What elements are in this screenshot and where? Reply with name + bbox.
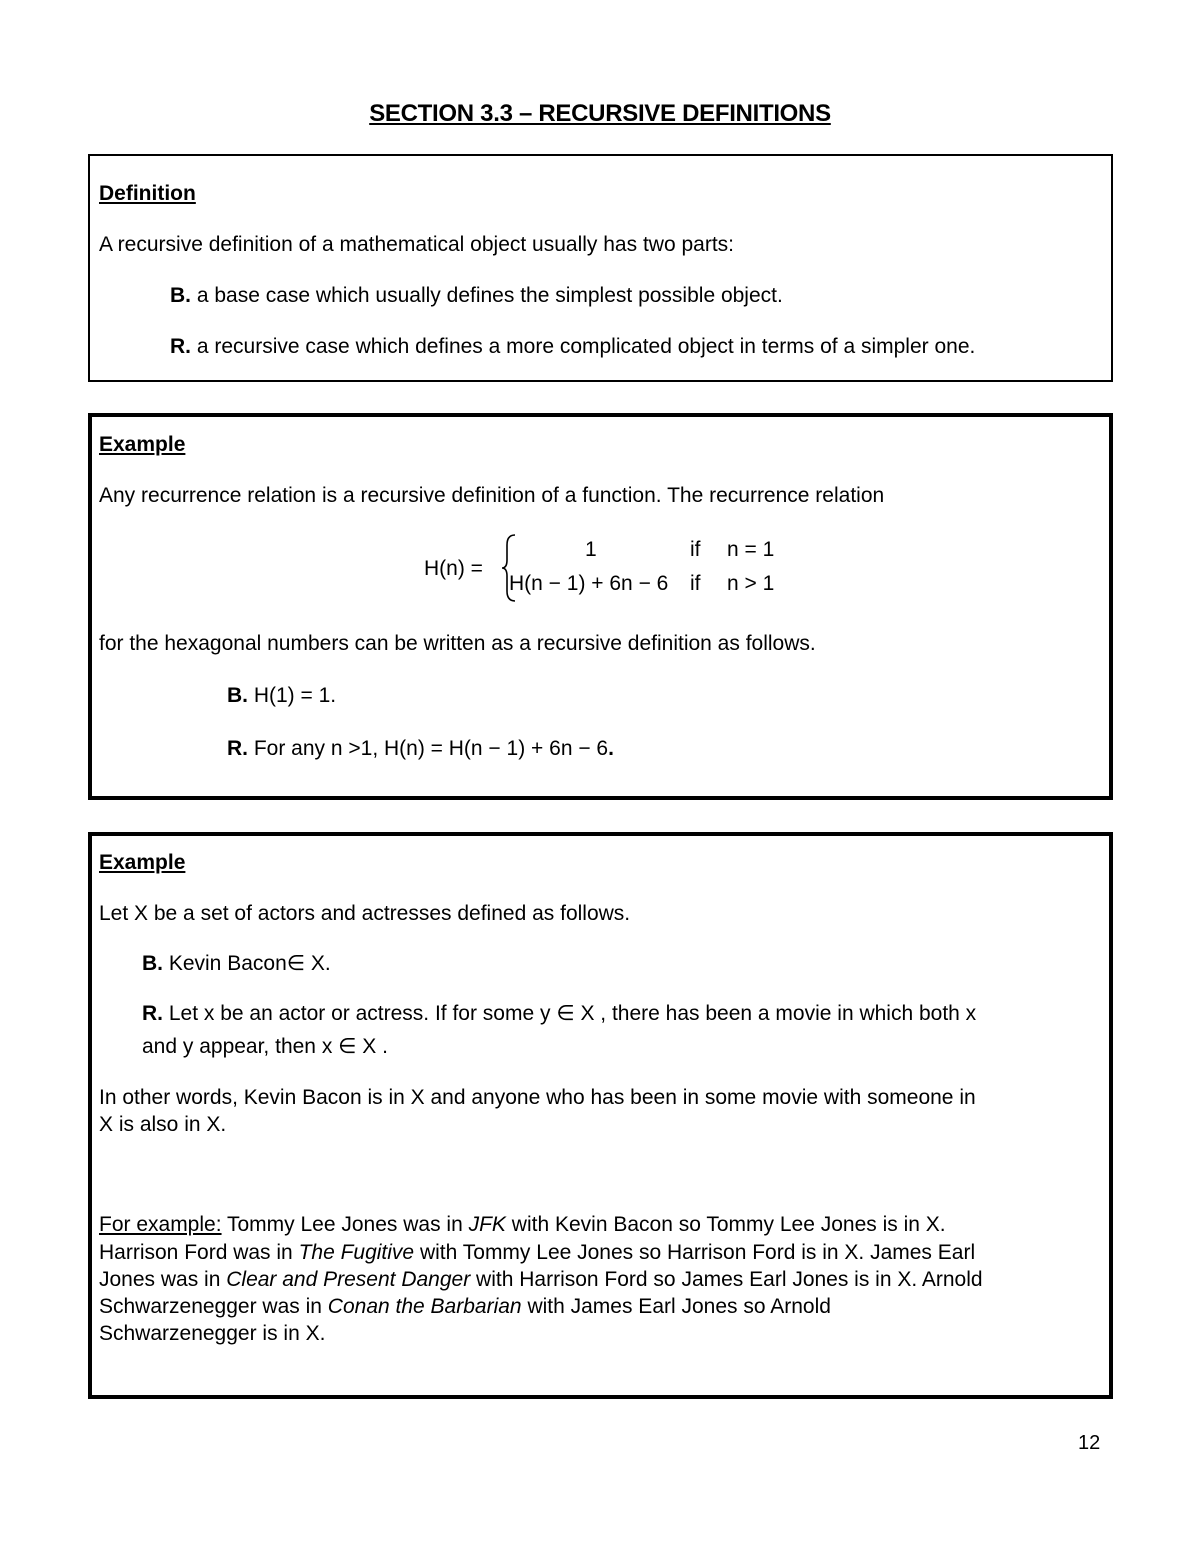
movie-title: Conan the Barbarian bbox=[327, 1295, 522, 1318]
text: with Harrison Ford so James Earl Jones is in X. Arnold bbox=[470, 1268, 983, 1291]
text: Harrison Ford was in bbox=[99, 1241, 299, 1264]
example1-heading: Example bbox=[99, 433, 186, 456]
page-title: SECTION 3.3 – RECURSIVE DEFINITIONS bbox=[369, 100, 831, 127]
example2-summary-line1: In other words, Kevin Bacon is in X and anyone who has been in some movie with someone in bbox=[99, 1086, 976, 1109]
example1-recursive bbox=[227, 735, 614, 762]
text: Jones was in bbox=[99, 1268, 227, 1291]
text: with James Earl Jones so Arnold bbox=[521, 1295, 831, 1318]
text: Tommy Lee Jones was in bbox=[221, 1213, 469, 1236]
movie-title: JFK bbox=[468, 1213, 506, 1236]
text: with Kevin Bacon so Tommy Lee Jones is in X. bbox=[505, 1213, 946, 1236]
definition-base bbox=[170, 282, 783, 309]
base-text: a base case which usually defines the simplest possible object. bbox=[191, 284, 783, 307]
recursive-math: H(n) = H(n − 1) + 6n − 6 bbox=[384, 737, 609, 760]
for-example-line1 bbox=[99, 1211, 946, 1238]
page-number: 12 bbox=[1078, 1432, 1101, 1454]
recursive-label: R. bbox=[142, 1002, 163, 1025]
case1-value: 1 bbox=[585, 538, 597, 561]
base-label: B. bbox=[170, 284, 191, 307]
text: Schwarzenegger was in bbox=[99, 1295, 328, 1318]
for-example-line2 bbox=[99, 1239, 975, 1266]
recursive-label: R. bbox=[170, 335, 191, 358]
movie-title: Clear and Present Danger bbox=[226, 1268, 471, 1291]
movie-title: The Fugitive bbox=[298, 1241, 415, 1264]
example2-summary-line2: X is also in X. bbox=[99, 1113, 227, 1136]
case2-value: H(n − 1) + 6n − 6 bbox=[509, 572, 669, 595]
example2-intro: Let X be a set of actors and actresses defined as follows. bbox=[99, 902, 631, 925]
definition-recursive bbox=[170, 333, 975, 360]
equation-lhs: H(n) = bbox=[424, 557, 483, 580]
recursive-text: a recursive case which defines a more complicated object in terms of a simpler one. bbox=[191, 335, 976, 358]
example2-heading: Example bbox=[99, 851, 186, 874]
example2-base bbox=[142, 950, 331, 977]
recursive-end: . bbox=[608, 737, 614, 760]
recursive-label: R. bbox=[227, 737, 248, 760]
for-example-label: For example: bbox=[99, 1213, 222, 1236]
for-example-line3 bbox=[99, 1266, 983, 1293]
base-label: B. bbox=[227, 684, 248, 707]
case2-condition: n > 1 bbox=[727, 572, 775, 595]
case1-condition: n = 1 bbox=[727, 538, 775, 561]
base-label: B. bbox=[142, 952, 163, 975]
example2-recursive-line1 bbox=[142, 1000, 976, 1027]
for-example-line4 bbox=[99, 1293, 831, 1320]
definition-intro: A recursive definition of a mathematical object usually has two parts: bbox=[99, 233, 734, 256]
base-text: Kevin Bacon∈ X. bbox=[163, 952, 331, 975]
definition-heading: Definition bbox=[99, 182, 196, 205]
recursive-text: For any n >1, bbox=[248, 737, 384, 760]
for-example-line5: Schwarzenegger is in X. bbox=[99, 1322, 326, 1345]
example1-followup: for the hexagonal numbers can be written as a recursive definition as follows. bbox=[99, 632, 816, 655]
case1-if: if bbox=[690, 538, 701, 561]
text: with Tommy Lee Jones so Harrison Ford is in X. James Earl bbox=[414, 1241, 976, 1264]
example1-intro: Any recurrence relation is a recursive definition of a function. The recurrence relation bbox=[99, 484, 885, 507]
example1-base bbox=[227, 682, 336, 709]
base-text: H(1) = 1. bbox=[248, 684, 337, 707]
case2-if: if bbox=[690, 572, 701, 595]
recursive-text: Let x be an actor or actress. If for some y ∈ X , there has been a movie in which both x bbox=[163, 1002, 977, 1025]
example2-recursive-line2: and y appear, then x ∈ X . bbox=[142, 1035, 388, 1058]
